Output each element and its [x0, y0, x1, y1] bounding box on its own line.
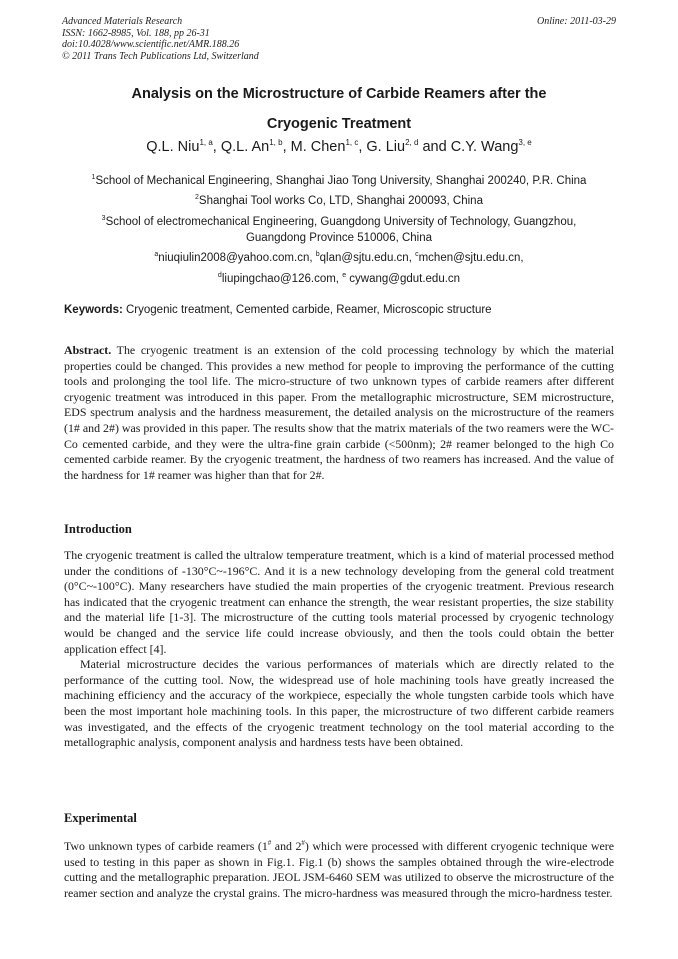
affiliation-1-marker: 1 — [91, 174, 96, 181]
author-separator: , — [282, 138, 291, 155]
author-affiliation-marker: 1, c — [345, 138, 359, 147]
author-name: Q.L. An — [220, 138, 270, 155]
author-separator: , — [212, 138, 221, 155]
affiliation-1-text: School of Mechanical Engineering, Shanghai Jiao Tong University, Shanghai 200240, P.R. China — [95, 174, 587, 187]
email-marker: e — [342, 272, 347, 279]
email-address[interactable]: mchen@sjtu.edu.cn — [418, 251, 521, 264]
keywords — [64, 304, 624, 316]
author-affiliation-marker: 1, b — [269, 138, 283, 147]
experimental-text-b: and 2 — [271, 838, 302, 853]
title-line-2: Cryogenic Treatment — [266, 116, 412, 132]
email-line-1 — [56, 247, 622, 266]
email-marker: a — [154, 251, 159, 258]
email-separator: , — [309, 251, 316, 264]
affiliation-3-line-2: Guangdong Province 510006, China — [245, 231, 433, 244]
author-name: M. Chen — [290, 138, 346, 155]
author-affiliation-marker: 2, d — [405, 138, 419, 147]
email-line-2 — [56, 268, 622, 287]
affiliation-2-marker: 2 — [195, 194, 199, 201]
abstract-label: Abstract. — [64, 343, 112, 357]
affiliation-3 — [56, 211, 622, 246]
email-separator: , — [335, 272, 343, 285]
affiliation-2 — [56, 190, 622, 209]
doi-line: doi:10.4028/www.scientific.net/AMR.188.26 — [62, 39, 240, 50]
email-address[interactable]: cywang@gdut.edu.cn — [346, 272, 461, 285]
experimental-text-c: ) which were processed with different cryogenic technique were used to testing in this paper as shown in Fig.1. Fig.1 (b) shows the samples obtained through the wire-electrode cutting and the metallographic preparation. JEOL JSM-6460 SEM was utilized to observe the microstructure of the reamer section and analyze the crystal grains. The micro-hardness was measured through the micro-hardness tester. — [64, 838, 614, 900]
experimental-sup-2: # — [301, 839, 305, 847]
affiliation-2-text: Shanghai Tool works Co, LTD, Shanghai 200093, China — [198, 194, 483, 207]
email-separator: , — [520, 251, 524, 264]
abstract-text: The cryogenic treatment is an extension of the cold processing technology by which the material properties could be changed. This provides a new method for people to improving the performance of the cutting tools and prolonging the tool life. The micro-structure of two unknown types of carbide reamers after different cryogenic treatment was introduced in this paper. From the metallographic microstructure, SEM microstructure, EDS spectrum analysis and the hardness measurement, the detailed analysis on the microstructure of the reamers (1# and 2#) was provided in this paper. The results show that the matrix materials of the two reamers were the WC-Co cemented carbide, and they were the ultra-fine grain carbide (<500nm); 2# reamer belonged to the high Co cemented carbide reamer. By the cryogenic treatment, the hardness of two reamers has increased. And the value of the hardness for 1# reamer was higher than that for 2#. — [64, 343, 614, 482]
copyright-line: © 2011 Trans Tech Publications Ltd, Switzerland — [62, 50, 259, 62]
introduction-body — [64, 548, 614, 751]
experimental-heading: Experimental — [64, 811, 137, 825]
author-separator: , — [358, 138, 367, 155]
author-name: Q.L. Niu — [146, 138, 200, 155]
author-name: C.Y. Wang — [450, 138, 519, 155]
introduction-paragraph-1: The cryogenic treatment is called the ultralow temperature treatment, which is a kind of material processed method under the conditions of -130°C~-196°C. And it is a new technology developing from the general cold treatment (0°C~-100°C). Many researchers have studied the main properties of the cryogenic treatment. Previous research has indicated that the cryogenic treatment can enhance the strength, the wear resistant properties, the size stability and the material life [1-3]. The microstructure of the cutting tools material processed by cryogenic technology would be changed and the service life could increase obviously, and then the tools could obtain the better application effect [4]. — [64, 548, 614, 656]
author-list — [40, 138, 638, 155]
issn-line: ISSN: 1662-8985, Vol. 188, pp 26-31 — [62, 27, 210, 39]
experimental-body — [64, 836, 614, 901]
email-marker: c — [415, 251, 419, 258]
author-separator: and — [418, 138, 451, 155]
introduction-paragraph-2: Material microstructure decides the various performances of materials which are directly related to the performance of the cutting tool. Now, the widespread use of hole machining tools have greatly increased the machining efficiency and the accuracy of the workpiece, especially the whole tungsten carbide tools which have been the most important hole machining tools. In this paper, the microstructure of two different carbide reamers was investigated, and the effects of the cryogenic treatment technology on the tool material according to the metallographic analysis, component analysis and hardness tests have been obtained. — [64, 657, 614, 750]
experimental-sup-1: # — [267, 839, 272, 847]
title-line-1: Analysis on the Microstructure of Carbide Reamers after the — [131, 86, 547, 102]
email-address[interactable]: qlan@sjtu.edu.cn — [319, 251, 409, 264]
affiliation-3-marker: 3 — [101, 215, 106, 222]
email-address[interactable]: liupingchao@126.com — [221, 272, 336, 285]
author-affiliation-marker: 3, e — [518, 138, 532, 147]
journal-name: Advanced Materials Research — [62, 16, 183, 27]
author-name: G. Liu — [366, 138, 406, 155]
abstract — [64, 343, 614, 483]
journal-header — [62, 16, 616, 62]
paper-title — [40, 80, 638, 138]
keywords-text: Cryogenic treatment, Cemented carbide, Reamer, Microscopic structure — [122, 304, 492, 316]
online-date: Online: 2011-03-29 — [537, 16, 616, 27]
email-separator: , — [408, 251, 416, 264]
experimental-text-a: Two unknown types of carbide reamers (1 — [64, 838, 268, 853]
email-marker: b — [315, 251, 320, 258]
affiliation-1 — [56, 170, 622, 189]
introduction-heading: Introduction — [64, 522, 132, 536]
experimental-paragraph-1 — [64, 836, 614, 901]
author-affiliation-marker: 1, a — [199, 138, 213, 147]
email-address[interactable]: niuqiulin2008@yahoo.com.cn — [158, 251, 310, 264]
email-marker: d — [217, 272, 222, 279]
keywords-label: Keywords: — [64, 304, 123, 316]
affiliation-3-line-1: School of electromechanical Engineering, Guangdong University of Technology, Guangzhou, — [105, 215, 577, 228]
